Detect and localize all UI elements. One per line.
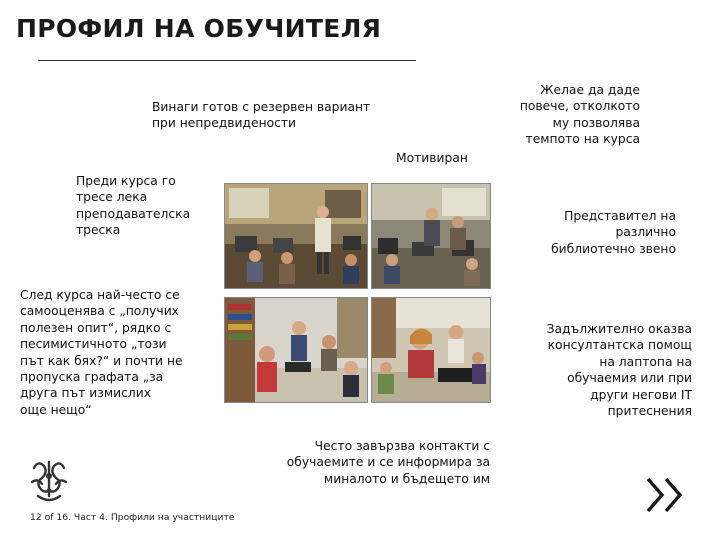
trait-consultant-line: обучаемия или при	[567, 371, 692, 386]
trait-give-more-line: темпото на курса	[525, 132, 640, 147]
training-photo-4	[371, 297, 491, 403]
trait-self-assessment-line: пропуска графата „за	[20, 370, 164, 385]
trait-self-assessment-line: песимистичното „този	[20, 337, 167, 352]
trait-representative-line: Представител на	[564, 209, 676, 223]
trait-self-assessment-line: още нещо“	[20, 402, 92, 417]
trait-motivated	[396, 150, 468, 166]
trait-stage-fright-line: треска	[76, 223, 121, 238]
trait-contacts	[266, 438, 490, 487]
trait-contacts-line: миналото и бъдещето им	[323, 471, 490, 486]
trait-stage-fright	[76, 173, 190, 239]
trait-give-more	[470, 82, 640, 148]
trait-backup-line: Винаги готов с резервен вариант	[152, 100, 371, 114]
trait-consultant-line: на лаптопа на	[599, 354, 692, 369]
trait-give-more-line: Желае да даде	[540, 83, 640, 97]
trait-consultant	[520, 321, 692, 419]
trait-self-assessment-line: път как бях?“ и почти не	[20, 353, 183, 368]
trait-backup	[152, 99, 370, 132]
library-logo-icon	[24, 456, 74, 506]
trait-self-assessment-line: самооценява с „получих	[20, 304, 179, 319]
trait-self-assessment	[20, 287, 183, 418]
trait-give-more-line: му позволява	[552, 115, 640, 130]
slide-footer: 12 of 16. Част 4. Профили на участниците	[30, 512, 235, 523]
trait-backup-line: при непредвидености	[152, 116, 297, 131]
training-photo-2	[371, 183, 491, 289]
trait-representative-line: различно	[615, 225, 676, 240]
trait-give-more-line: повече, отколкото	[519, 99, 640, 114]
trait-contacts-line: Често завързва контакти с	[314, 439, 490, 453]
slide-title: ПРОФИЛ НА ОБУЧИТЕЛЯ	[16, 14, 382, 43]
trait-self-assessment-line: След курса най-често се	[20, 288, 180, 302]
title-underline	[38, 60, 416, 61]
trait-self-assessment-line: полезен опит“, рядко с	[20, 320, 172, 335]
trait-consultant-line: притеснения	[607, 404, 692, 419]
trait-contacts-line: обучаемите и се информира за	[286, 455, 490, 470]
training-photo-3	[224, 297, 368, 403]
trait-motivated-line: Мотивиран	[396, 151, 468, 165]
trait-consultant-line: Задължително оказва	[546, 322, 692, 336]
trait-representative-line: библиотечно звено	[551, 241, 676, 256]
training-photo-1	[224, 183, 368, 289]
trait-self-assessment-line: друга път измислих	[20, 386, 151, 401]
trait-stage-fright-line: тресе лека	[76, 190, 148, 205]
trait-stage-fright-line: Преди курса го	[76, 174, 176, 188]
trait-consultant-line: други негови IT	[590, 387, 692, 402]
trait-stage-fright-line: преподавателска	[76, 206, 191, 221]
trait-consultant-line: консултантска помощ	[547, 338, 692, 353]
trait-representative	[530, 208, 676, 257]
next-chevron-icon[interactable]	[642, 476, 692, 514]
